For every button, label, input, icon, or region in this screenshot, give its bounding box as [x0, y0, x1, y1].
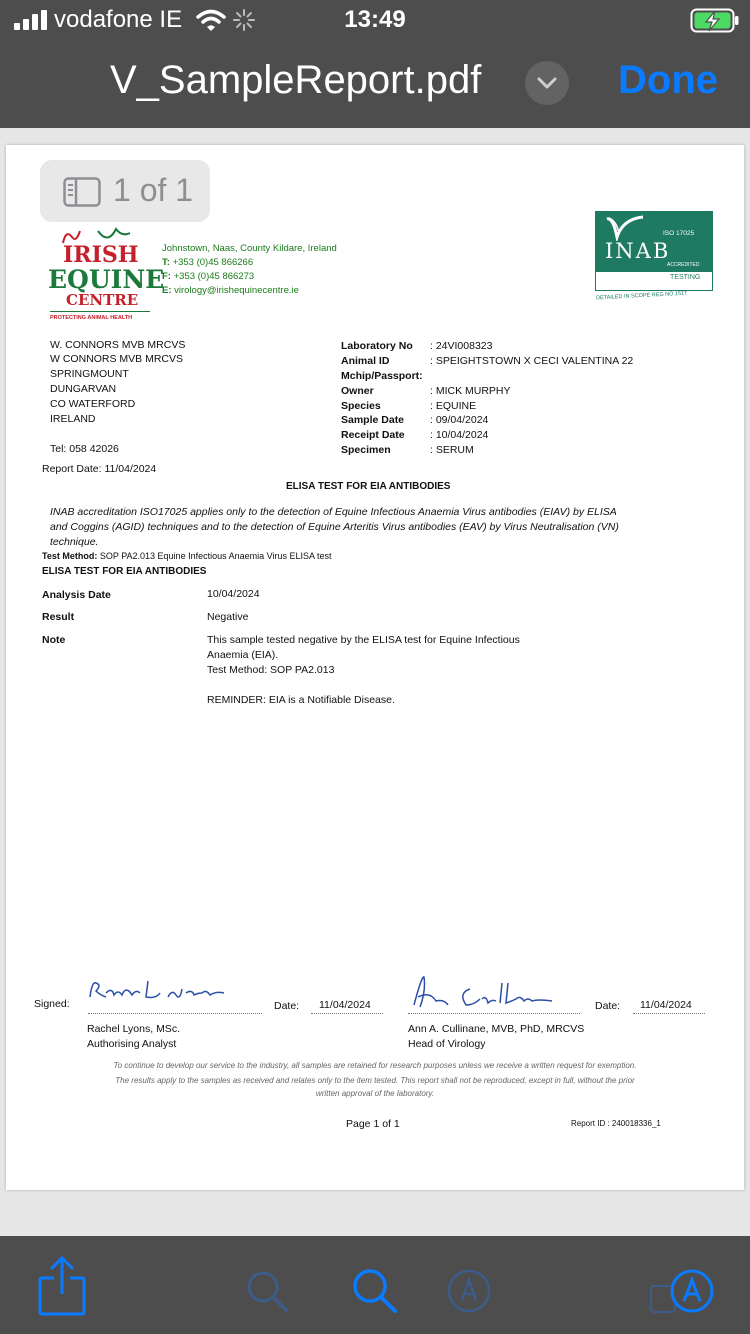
addressee-line: W. CONNORS MVB MRCVS — [50, 339, 186, 351]
field-label: Specimen — [341, 444, 391, 456]
markup-disabled-icon[interactable] — [446, 1268, 492, 1314]
field-label: Sample Date — [341, 414, 405, 426]
report-date: Report Date: 11/04/2024 — [42, 463, 157, 475]
inab-testing: TESTING — [670, 274, 701, 281]
done-button[interactable]: Done — [618, 58, 718, 102]
signatory-title: Authorising Analyst — [87, 1038, 177, 1050]
chevron-down-icon — [525, 61, 569, 105]
signatory-name: Ann A. Cullinane, MVB, PhD, MRCVS — [408, 1023, 585, 1035]
lab-address: Johnstown, Naas, County Kildare, Ireland — [162, 243, 337, 254]
footer-line: The results apply to the samples as received and relates only to the item tested. This report shall not be reproduced, except in full, without the prior — [115, 1076, 635, 1085]
signature-date: 11/04/2024 — [319, 999, 371, 1011]
lab-fax: +353 (0)45 866273 — [173, 271, 255, 282]
sidebar-icon — [63, 177, 101, 207]
analysis-date-label: Analysis Date — [42, 589, 111, 601]
field-value: : EQUINE — [430, 400, 477, 412]
logo-text-equine: EQUINE — [48, 265, 165, 294]
email-label: E: — [162, 285, 172, 296]
report-heading: ELISA TEST FOR EIA ANTIBODIES — [286, 481, 451, 492]
signatory-title: Head of Virology — [408, 1038, 486, 1050]
accreditation-line: technique. — [50, 536, 99, 548]
test-method-label: Test Method: — [42, 551, 98, 561]
status-clock: 13:49 — [344, 6, 406, 33]
markup-icon[interactable] — [648, 1266, 716, 1316]
note-line: This sample tested negative by the ELISA test for Equine Infectious — [207, 634, 520, 646]
result-value: Negative — [207, 611, 249, 623]
field-value: : MICK MURPHY — [430, 385, 511, 397]
field-label: Animal ID — [341, 355, 390, 367]
test-method: SOP PA2.013 Equine Infectious Anaemia Virus ELISA test — [99, 551, 332, 561]
inab-scope: DETAILED IN SCOPE REG NO.151T — [595, 290, 688, 302]
field-value: : SERUM — [430, 444, 474, 456]
logo-text-centre: CENTRE — [66, 291, 139, 309]
analysis-date: 10/04/2024 — [207, 588, 260, 600]
signature-image — [86, 975, 236, 1005]
footer-line: written approval of the laboratory. — [315, 1089, 435, 1098]
field-value: : 24VI008323 — [430, 340, 493, 352]
page-number: Page 1 of 1 — [346, 1118, 400, 1130]
reminder-text: REMINDER: EIA is a Notifiable Disease. — [207, 694, 395, 706]
field-value: : SPEIGHTSTOWN X CECI VALENTINA 22 — [430, 355, 634, 367]
field-label: Species — [341, 400, 381, 412]
date-label: Date: — [274, 1000, 300, 1012]
inab-check-icon — [605, 215, 645, 241]
field-label: Laboratory No — [341, 340, 413, 352]
field-value: : 10/04/2024 — [430, 429, 489, 441]
status-bar — [0, 0, 750, 44]
report-id: Report ID : 240018336_1 — [571, 1119, 661, 1128]
field-label: Receipt Date — [341, 429, 405, 441]
pdf-page — [6, 145, 744, 1190]
footer-line: To continue to develop our service to the industry, all samples are retained for research purposes unless we receive a written request for exemption. — [113, 1061, 637, 1070]
signatory-name: Rachel Lyons, MSc. — [87, 1023, 180, 1035]
signed-label: Signed: — [34, 998, 70, 1010]
inab-accreditation-logo — [595, 211, 713, 291]
carrier-name: vodafone IE — [54, 6, 183, 33]
note-label: Note — [42, 634, 66, 646]
result-label: Result — [42, 611, 75, 623]
logo-text-irish: IRISH — [63, 242, 139, 268]
document-title: V_SampleReport.pdf — [110, 58, 482, 102]
share-icon[interactable] — [36, 1254, 88, 1316]
top-navigation-bar — [0, 0, 750, 128]
bottom-toolbar — [0, 1236, 750, 1334]
addressee-line: IRELAND — [50, 413, 96, 425]
inab-iso: ISO 17025 — [663, 230, 695, 237]
lab-phone: +353 (0)45 866266 — [172, 257, 254, 268]
search-disabled-icon[interactable] — [244, 1268, 292, 1316]
inab-name: INAB — [605, 239, 671, 263]
accreditation-line: INAB accreditation ISO17025 applies only to the detection of Equine Infectious Anaemia Virus antibodies (EIAV) by ELISA — [50, 506, 617, 518]
note-line: Anaemia (EIA). — [207, 649, 279, 661]
fax-label: F: — [162, 271, 171, 282]
field-value: : 09/04/2024 — [430, 414, 489, 426]
addressee-tel: Tel: 058 42026 — [50, 443, 119, 455]
battery-charging-icon — [690, 8, 740, 34]
addressee-line: CO WATERFORD — [50, 398, 136, 410]
section-title: ELISA TEST FOR EIA ANTIBODIES — [42, 566, 207, 577]
signature-date: 11/04/2024 — [640, 999, 692, 1011]
phone-label: T: — [162, 257, 170, 268]
field-label: Owner — [341, 385, 374, 397]
field-label: Mchip/Passport: — [341, 370, 423, 382]
title-menu-button[interactable] — [525, 61, 569, 105]
logo-tagline: PROTECTING ANIMAL HEALTH — [50, 315, 133, 321]
lab-email: virology@irishequinecentre.ie — [174, 285, 299, 296]
addressee-line: W CONNORS MVB MRCVS — [50, 353, 184, 365]
signature-image — [408, 971, 558, 1011]
page-indicator[interactable] — [40, 160, 210, 222]
page-indicator-label: 1 of 1 — [113, 172, 194, 208]
date-label: Date: — [595, 1000, 621, 1012]
addressee-line: SPRINGMOUNT — [50, 368, 129, 380]
search-icon[interactable] — [350, 1266, 400, 1316]
note-line: Test Method: SOP PA2.013 — [207, 664, 335, 676]
addressee-line: DUNGARVAN — [50, 383, 117, 395]
inab-accredited: ACCREDITED — [667, 262, 700, 268]
accreditation-line: and Coggins (AGID) techniques and to the detection of Equine Arteritis Virus antibodies (EAV) by Virus Neutralisation (VN) — [50, 521, 619, 533]
